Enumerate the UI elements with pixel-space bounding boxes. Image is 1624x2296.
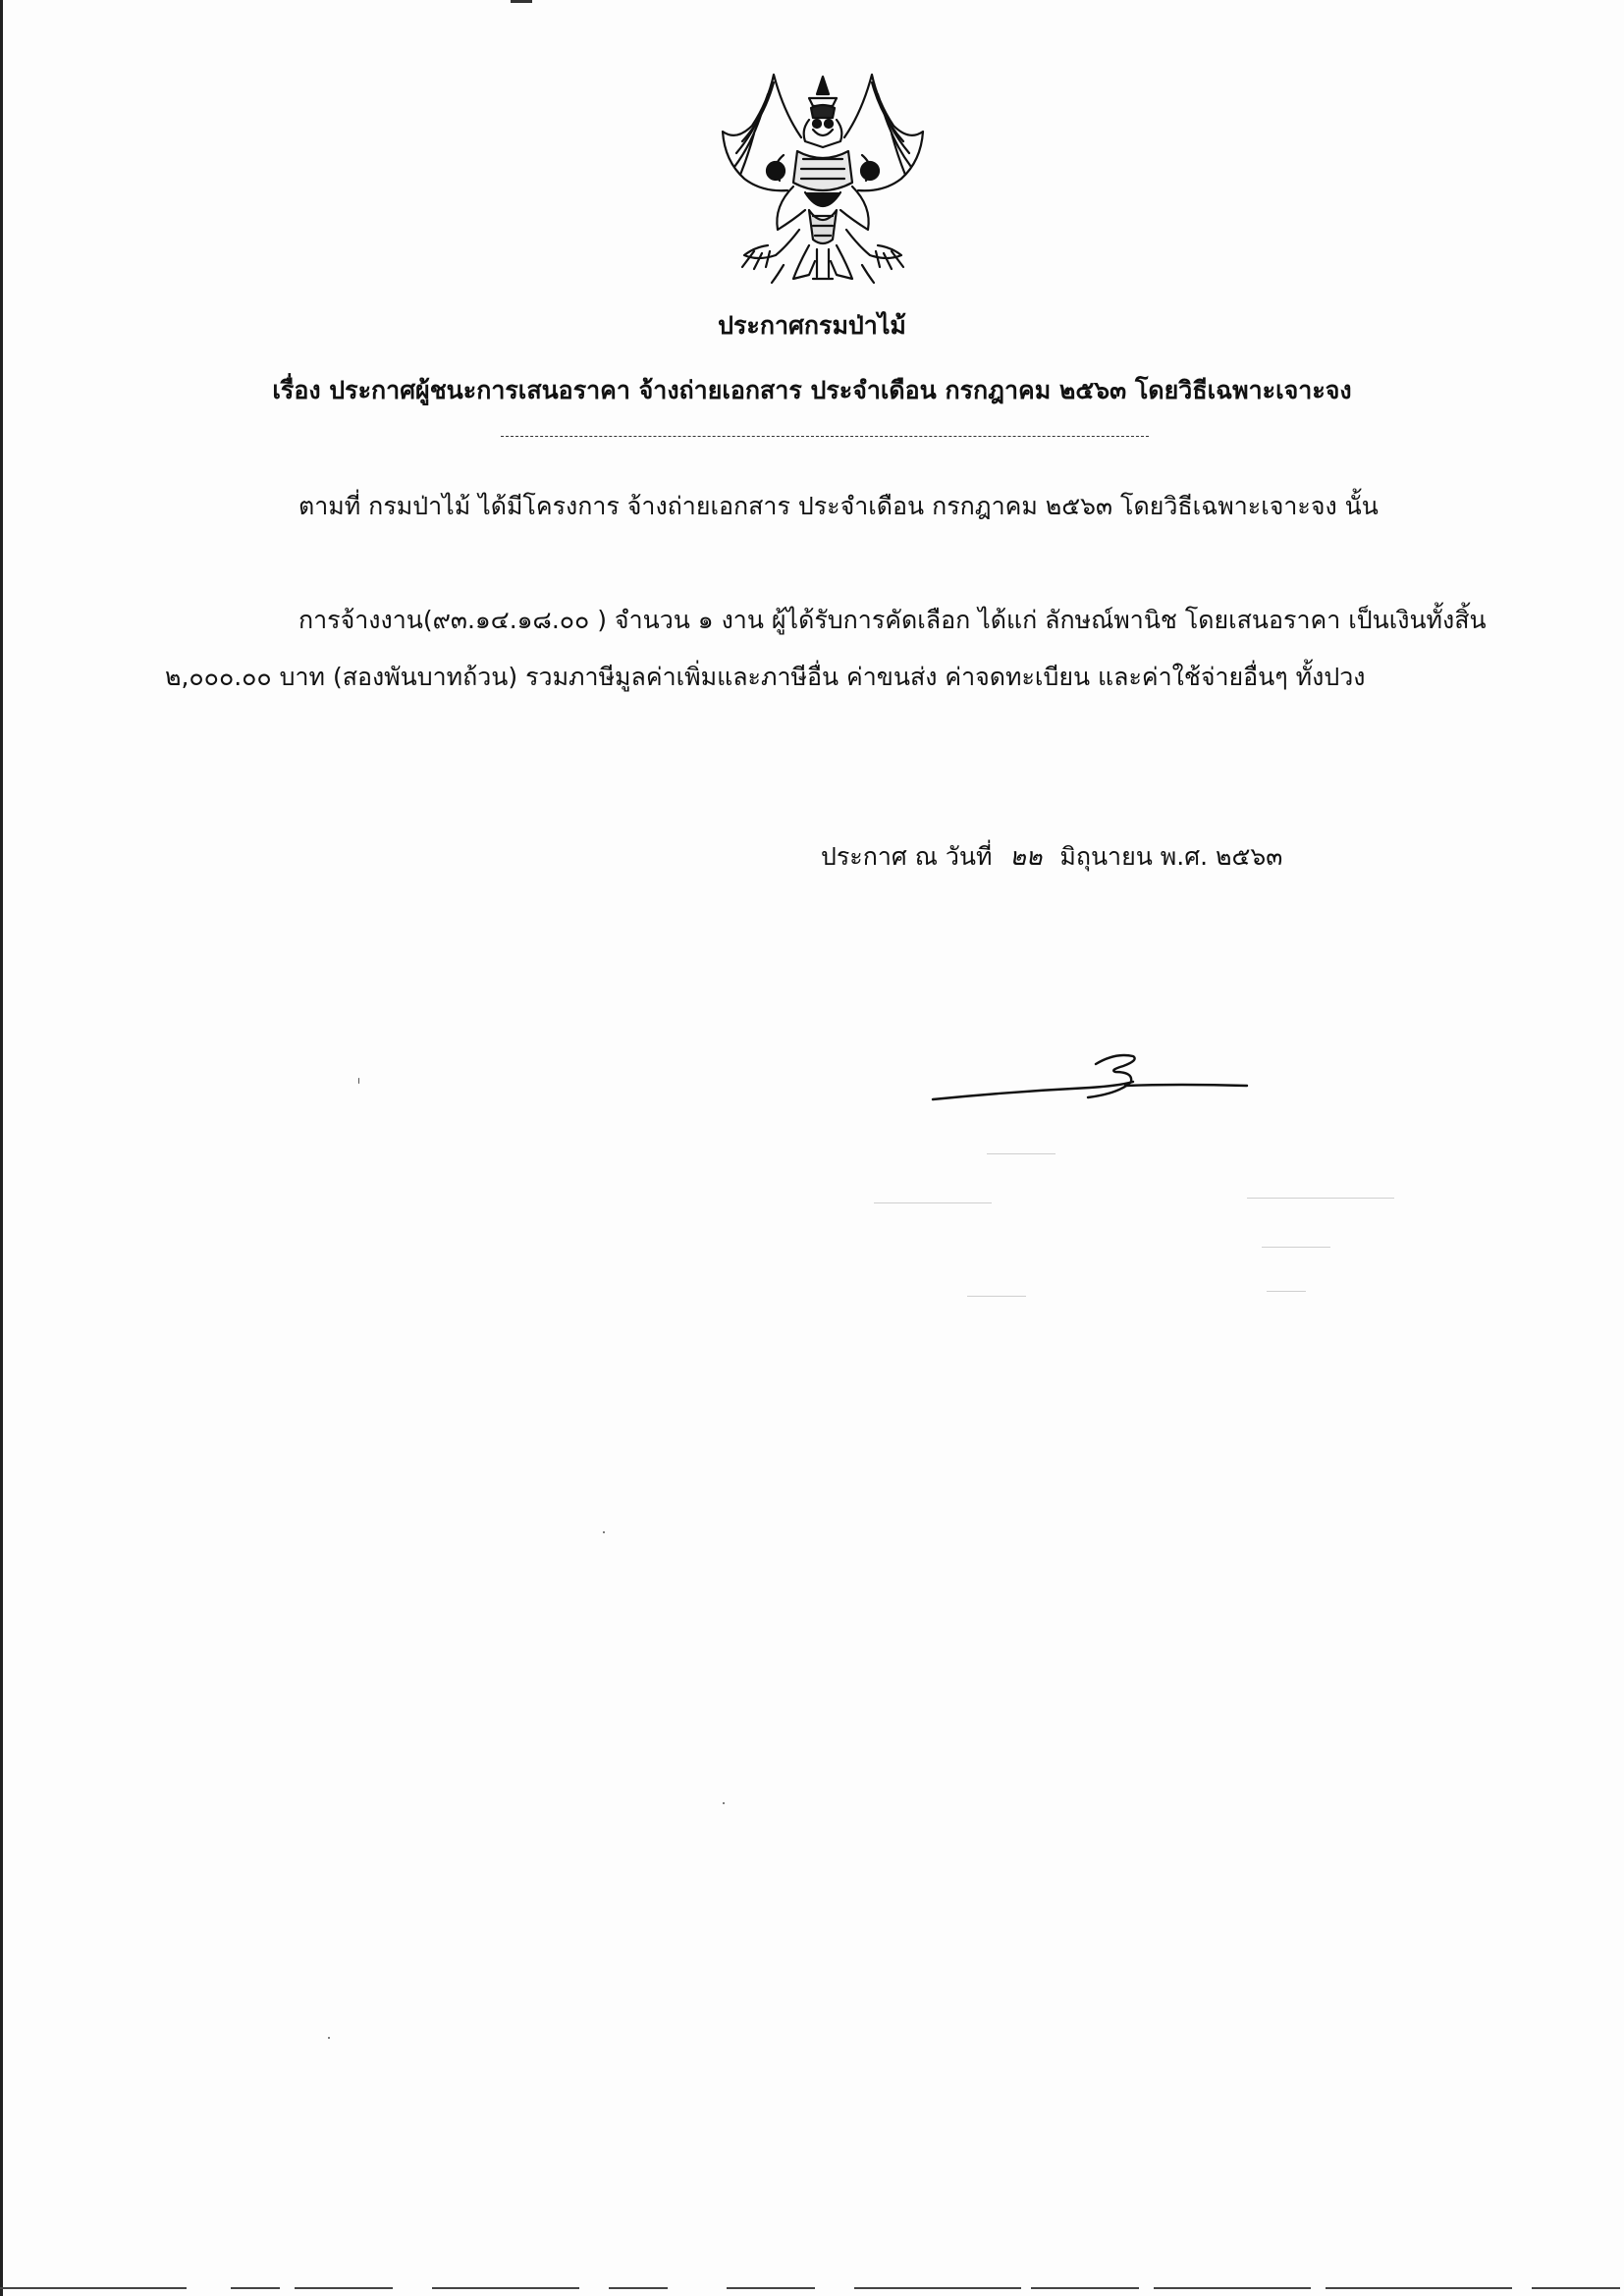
faint-stamp-trace <box>1267 1291 1306 1292</box>
dateline-suffix: มิถุนายน พ.ศ. ๒๕๖๓ <box>1059 842 1283 871</box>
faint-stamp-trace <box>1262 1247 1330 1248</box>
paragraph-award: การจ้างงาน(๙๓.๑๔.๑๘.๐๐ ) จำนวน ๑ งาน ผู้ได้รับการคัดเลือก ได้แก่ ลักษณ์พานิช โดยเสนอราคา เป็นเงินทั้งสิ้น ๒,๐๐๐.๐๐ บาท (สองพันบาทถ้วน) รวมภาษีมูลค่าเพิ่มและภาษีอื่น ค่าขนส่ง ค่าจดทะเบียน และค่าใช้จ่ายอื่นๆ ทั้งปวง <box>165 606 1487 691</box>
paragraph-intro: ตามที่ กรมป่าไม้ ได้มีโครงการ จ้างถ่ายเอกสาร ประจำเดือน กรกฎาคม ๒๕๖๓ โดยวิธีเฉพาะเจาะจง นั้น <box>298 492 1379 520</box>
faint-stamp-trace <box>874 1202 992 1203</box>
garuda-emblem-icon <box>715 73 931 289</box>
faint-stamp-trace <box>967 1296 1026 1297</box>
document-subject: เรื่อง ประกาศผู้ชนะการเสนอราคา จ้างถ่ายเอกสาร ประจำเดือน กรกฎาคม ๒๕๖๓ โดยวิธีเฉพาะเจาะจง <box>272 376 1352 404</box>
scan-edge-left <box>0 0 3 2296</box>
faint-stamp-trace <box>987 1153 1056 1154</box>
scan-edge-bottom <box>0 2283 1624 2296</box>
document-heading: ประกาศกรมป่าไม้ <box>718 311 906 340</box>
scan-speck <box>328 2037 330 2039</box>
scan-speck <box>358 1078 359 1084</box>
scan-edge-top <box>511 0 532 3</box>
dashed-divider <box>501 436 1149 437</box>
dateline-prefix: ประกาศ ณ วันที่ <box>821 842 993 871</box>
scan-speck <box>603 1531 605 1533</box>
dateline-day: ๒๒ <box>1009 842 1043 871</box>
faint-stamp-trace <box>1247 1198 1394 1199</box>
handwritten-signature <box>923 1042 1257 1101</box>
announcement-dateline <box>821 837 1282 877</box>
scan-speck <box>723 1802 725 1804</box>
